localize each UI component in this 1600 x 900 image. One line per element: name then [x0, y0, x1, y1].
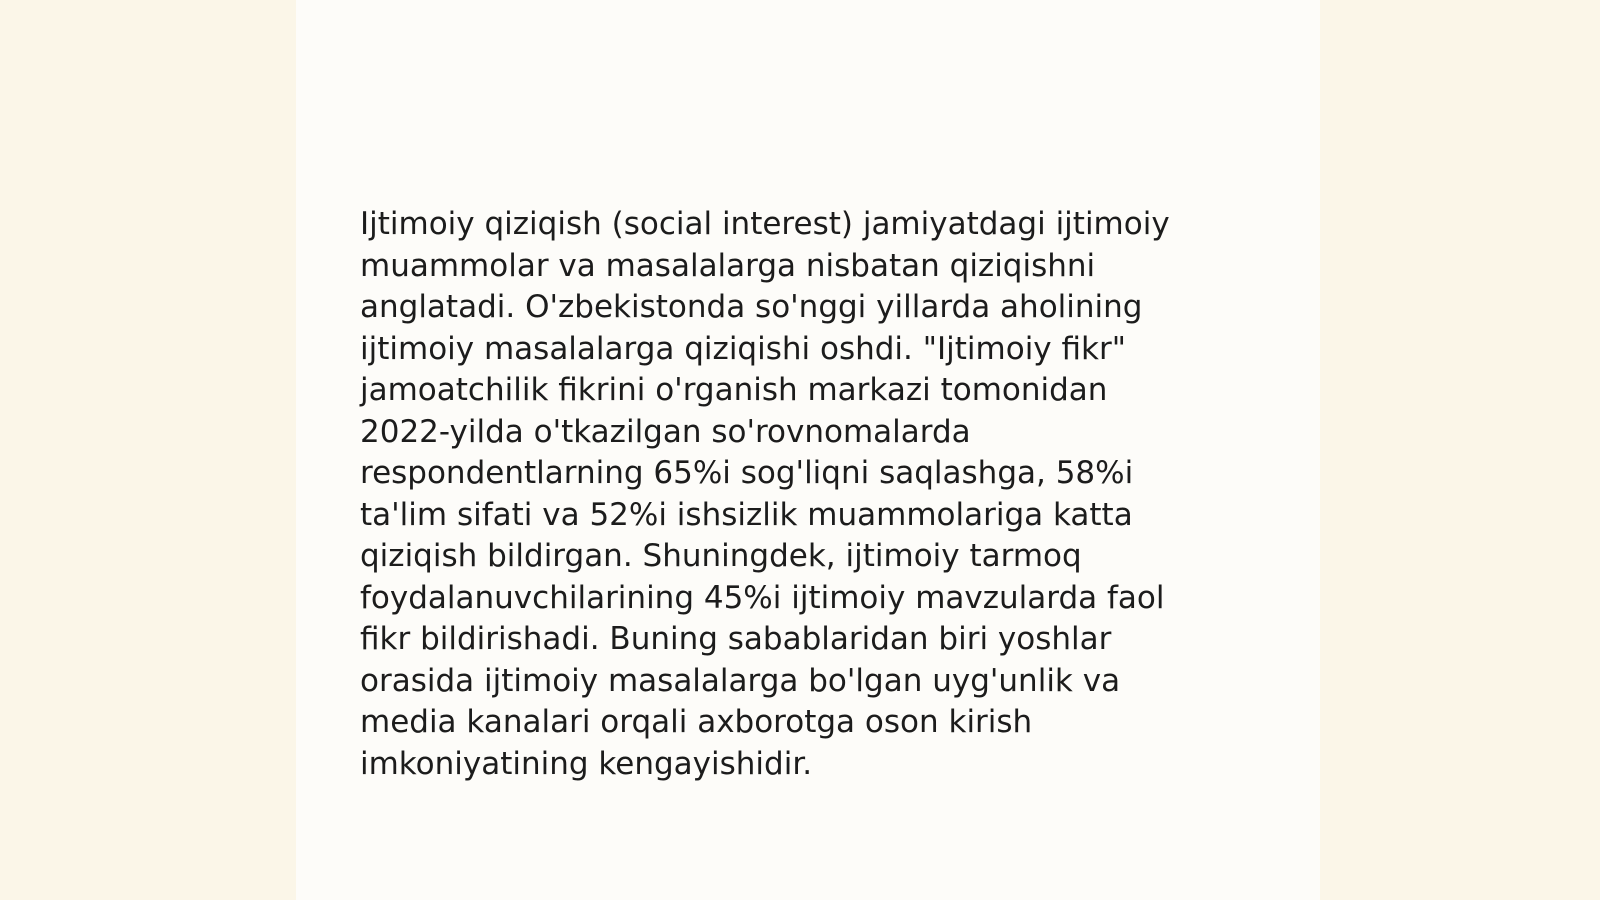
right-margin-background: [1320, 0, 1600, 900]
left-margin-background: [0, 0, 296, 900]
body-paragraph: Ijtimoiy qiziqish (social interest) jamiyatdagi ijtimoiy muammolar va masalalarga nisbatan qiziqishni anglatadi. O'zbekistonda so'nggi yillarda aholining ijtimoiy masalalarga qiziqishi oshdi. "Ijtimoiy fikr" jamoatchilik fikrini o'rganish markazi tomonidan 2022-yilda o'tkazilgan so'rovnomalarda respondentlarning 65%i sog'liqni saqlashga, 58%i ta'lim sifati va 52%i ishsizlik muammolariga katta qiziqish bildirgan. Shuningdek, ijtimoiy tarmoq foydalanuvchilarining 45%i ijtimoiy mavzularda faol fikr bildirishadi. Buning sabablaridan biri yoshlar orasida ijtimoiy masalalarga bo'lgan uyg'unlik va media kanalari orqali axborotga oson kirish imkoniyatining kengayishidir.: [360, 206, 1170, 782]
document-page: [296, 0, 1320, 900]
